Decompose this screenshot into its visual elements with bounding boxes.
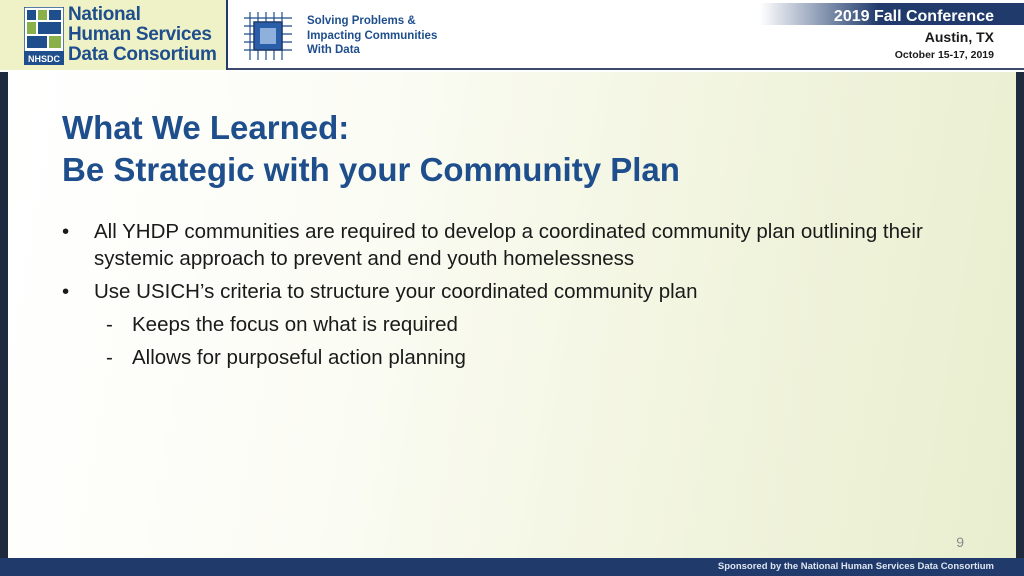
bullet-item	[60, 218, 980, 272]
sub-bullet-marker: -	[106, 313, 113, 336]
sub-bullet-marker: -	[106, 346, 113, 369]
tagline-line-1: Solving Problems &	[307, 15, 416, 27]
nhsdc-logo-icon	[24, 7, 64, 65]
logo-line-1: National	[68, 4, 141, 25]
nhsdc-logo	[0, 0, 228, 70]
footer-bar	[0, 558, 1024, 576]
logo-wordmark	[68, 5, 217, 65]
bullet-text: All YHDP communities are required to develop a coordinated community plan outlining their systemic approach to prevent and end youth homelessness	[94, 220, 923, 270]
slide-body	[0, 72, 1024, 560]
conference-dates: October 15-17, 2019	[894, 49, 994, 61]
logo-line-2: Human Services	[68, 24, 212, 45]
bullet-marker: •	[62, 220, 70, 243]
sub-bullet-item	[60, 311, 980, 338]
tagline	[307, 14, 437, 58]
logo-line-3: Data Consortium	[68, 44, 217, 65]
sub-bullet-text: Allows for purposeful action planning	[132, 346, 466, 369]
page-number: 9	[956, 534, 964, 550]
sub-bullet-text: Keeps the focus on what is required	[132, 313, 458, 336]
conference-city: Austin, TX	[924, 29, 994, 45]
slide-title-line-2: Be Strategic with your Community Plan	[62, 151, 680, 188]
bullet-item	[60, 278, 980, 305]
circuit-chip-icon	[240, 8, 296, 64]
sub-bullet-item	[60, 344, 980, 371]
conference-ribbon	[760, 3, 1024, 25]
header-banner	[0, 0, 1024, 70]
bullet-marker: •	[62, 280, 70, 303]
svg-text:NHSDC: NHSDC	[27, 54, 61, 64]
bullet-list	[60, 218, 980, 377]
tagline-line-3: With Data	[307, 44, 360, 56]
conference-title: 2019 Fall Conference	[833, 8, 994, 25]
sponsor-text: Sponsored by the National Human Services Data Consortium	[717, 561, 994, 572]
tagline-line-2: Impacting Communities	[307, 29, 438, 42]
slide-title-line-1: What We Learned:	[62, 109, 350, 146]
slide-title	[62, 107, 680, 191]
bullet-text: Use USICH’s criteria to structure your coordinated community plan	[94, 280, 698, 303]
